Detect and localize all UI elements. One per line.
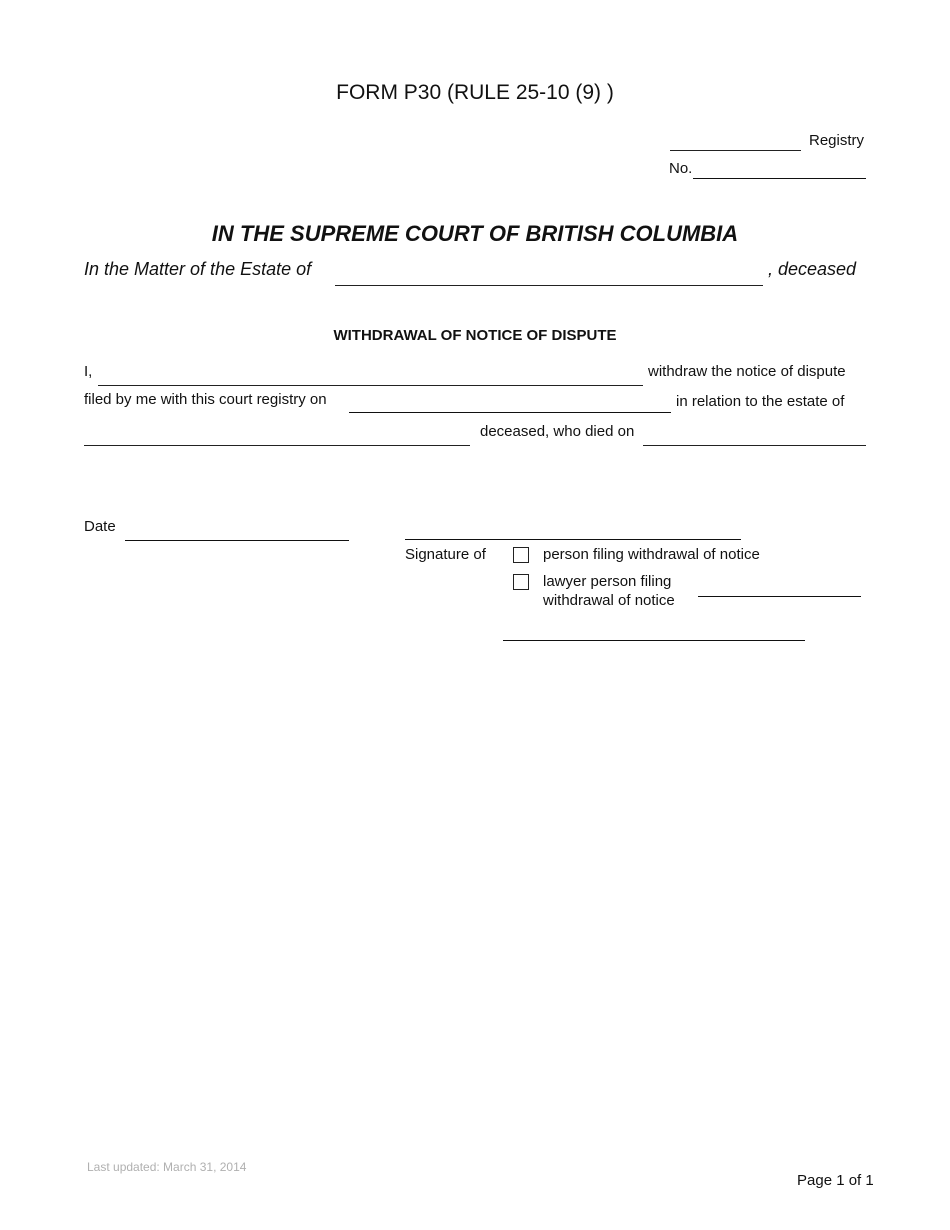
registry-field[interactable]	[670, 128, 801, 150]
estate-name-field[interactable]	[84, 422, 470, 444]
matter-estate-underline	[335, 285, 763, 286]
deceased-text: deceased, who died on	[480, 423, 635, 440]
date-field[interactable]	[125, 518, 349, 540]
withdraw-text: withdraw the notice of dispute	[648, 363, 846, 380]
date-label: Date	[84, 518, 116, 535]
lawyer-label-line2: withdrawal of notice	[543, 592, 675, 609]
page-number: Page 1 of 1	[797, 1172, 874, 1189]
signer-name-field[interactable]	[503, 618, 805, 640]
file-number-field[interactable]	[693, 156, 866, 178]
last-updated: Last updated: March 31, 2014	[87, 1160, 247, 1174]
matter-estate-field[interactable]	[335, 262, 763, 284]
lawyer-checkbox[interactable]	[513, 574, 529, 590]
date-underline	[125, 540, 349, 541]
form-title: FORM P30 (RULE 25-10 (9) )	[336, 81, 614, 104]
file-number-underline	[693, 178, 866, 179]
died-date-field[interactable]	[643, 422, 866, 444]
name-field[interactable]	[98, 362, 643, 384]
registry-underline	[670, 150, 801, 151]
signature-line	[405, 539, 741, 540]
died-date-underline	[643, 445, 866, 446]
court-title: IN THE SUPREME COURT OF BRITISH COLUMBIA	[211, 221, 739, 246]
matter-suffix: , deceased	[768, 259, 857, 279]
i-label: I,	[84, 363, 93, 380]
relation-text: in relation to the estate of	[676, 393, 845, 410]
matter-prefix: In the Matter of the Estate of	[84, 259, 312, 279]
lawyer-label-line1: lawyer person filing	[543, 573, 672, 590]
filed-text: filed by me with this court registry on	[84, 391, 327, 408]
registry-label: Registry	[809, 132, 865, 149]
person-filing-label: person filing withdrawal of notice	[543, 546, 760, 563]
lawyer-name-field[interactable]	[698, 574, 861, 596]
filed-date-field[interactable]	[349, 390, 671, 412]
filed-date-underline	[349, 412, 671, 413]
signer-name-underline	[503, 640, 805, 641]
estate-name-underline	[84, 445, 470, 446]
no-label: No.	[669, 160, 693, 177]
signature-of-label: Signature of	[405, 546, 486, 563]
name-underline	[98, 385, 643, 386]
person-filing-checkbox[interactable]	[513, 547, 529, 563]
lawyer-name-underline	[698, 596, 861, 597]
section-title: WITHDRAWAL OF NOTICE OF DISPUTE	[333, 327, 617, 344]
